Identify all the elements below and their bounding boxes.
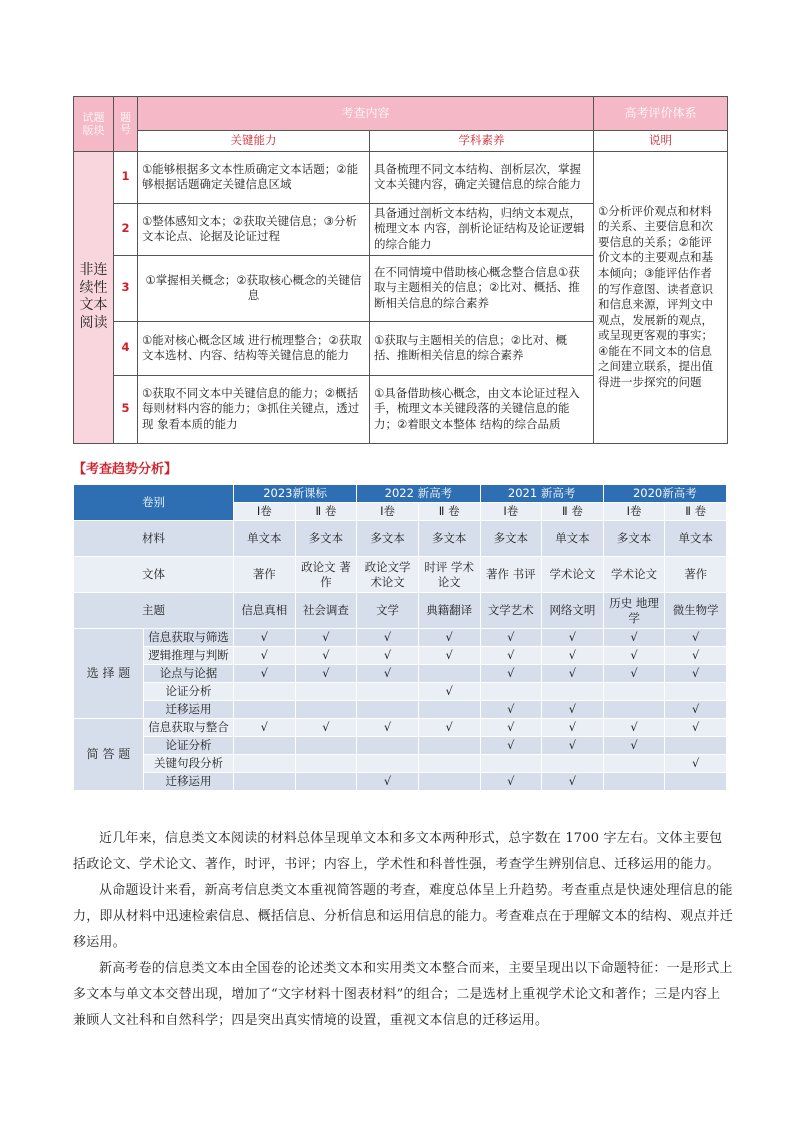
genre-cell: 政论文学术论文: [357, 557, 419, 593]
row-literacy: 在不同情境中借助核心概念整合信息①获取与主题相关的信息；②比对、概括、推断相关信息的综合素养: [370, 255, 594, 321]
theme-cell: 网络文明: [542, 593, 604, 629]
check-mark: [542, 683, 604, 701]
group-label: 简 答 题: [74, 719, 144, 791]
check-mark: [418, 755, 480, 773]
check-mark: √: [295, 665, 357, 683]
check-mark: √: [542, 737, 604, 755]
check-mark: [603, 773, 665, 791]
check-mark: √: [234, 665, 296, 683]
check-mark: √: [665, 647, 727, 665]
header-juanbie: 卷别: [74, 485, 234, 521]
check-mark: √: [542, 629, 604, 647]
paragraph: 近几年来，信息类文本阅读的材料总体呈现单文本和多文本两种形式，总字数在 1700 字左右。文体主要包括政论文、学术论文、著作，时评，书评；内容上，学术性和科普性强，考查学生辨别信息、迁移运用的能力。: [73, 831, 723, 872]
check-mark: [357, 755, 419, 773]
check-mark: √: [357, 719, 419, 737]
check-mark: [295, 773, 357, 791]
genre-cell: 著作: [665, 557, 727, 593]
check-mark: √: [665, 665, 727, 683]
trend-table: [73, 484, 727, 791]
check-mark: [234, 737, 296, 755]
year-header: 2023新课标: [234, 485, 357, 503]
check-mark: [665, 773, 727, 791]
year-header: 2020新高考: [603, 485, 726, 503]
check-mark: √: [665, 755, 727, 773]
sub-note: 说明: [594, 131, 728, 152]
eval-note: ①分析评价观点和材料的关系、主要信息和次要信息的关系；②能评价文本的主要观点和基本倾向；③能评估作者的写作意图、读者意识和信息来源，评判文中观点，发展新的观点，或呈现更客观的事实；④能在不同文本的信息之间建立联系，提出值得进一步探究的问题: [594, 151, 728, 443]
check-mark: √: [603, 719, 665, 737]
check-mark: [542, 755, 604, 773]
check-mark: [603, 683, 665, 701]
check-mark: [480, 683, 542, 701]
row-ability: ①能够根据多文本性质确定文本话题；②能够根据话题确定关键信息区域: [138, 151, 370, 203]
check-mark: √: [418, 683, 480, 701]
genre-cell: 著作: [234, 557, 296, 593]
check-mark: [418, 737, 480, 755]
skill-label: 迁移运用: [144, 701, 234, 719]
paper-header: Ⅰ卷: [603, 503, 665, 521]
check-mark: √: [234, 647, 296, 665]
row-num: 1: [114, 151, 138, 203]
skill-label: 迁移运用: [144, 773, 234, 791]
paper-header: Ⅰ卷: [234, 503, 296, 521]
check-mark: [603, 755, 665, 773]
check-mark: √: [542, 665, 604, 683]
check-mark: [418, 701, 480, 719]
genre-cell: 时评 学术论文: [418, 557, 480, 593]
check-mark: √: [480, 629, 542, 647]
year-header: 2021 新高考: [480, 485, 603, 503]
ability-table: [73, 96, 728, 444]
theme-cell: 社会调查: [295, 593, 357, 629]
check-mark: [480, 755, 542, 773]
skill-label: 信息获取与筛选: [144, 629, 234, 647]
check-mark: √: [480, 665, 542, 683]
check-mark: [234, 773, 296, 791]
check-mark: √: [542, 701, 604, 719]
check-mark: [357, 683, 419, 701]
check-mark: √: [480, 773, 542, 791]
genre-cell: 学术论文: [603, 557, 665, 593]
material-cell: 多文本: [357, 521, 419, 557]
check-mark: [295, 701, 357, 719]
genre-cell: 学术论文: [542, 557, 604, 593]
header-content: 考查内容: [138, 97, 594, 131]
check-mark: √: [295, 647, 357, 665]
genre-cell: 著作 书评: [480, 557, 542, 593]
row-label-genre: 文体: [74, 557, 234, 593]
row-literacy: 具备通过剖析文本结构，归纳文本观点，梳理文本 内容，剖析论证结构及论证逻辑的综合能力: [370, 203, 594, 255]
check-mark: √: [234, 629, 296, 647]
paper-header: Ⅱ 卷: [542, 503, 604, 521]
material-cell: 单文本: [542, 521, 604, 557]
check-mark: √: [480, 647, 542, 665]
row-num: 2: [114, 203, 138, 255]
row-num: 3: [114, 255, 138, 321]
block-label: 非连续性文本阅读: [74, 151, 114, 443]
theme-cell: 典籍翻译: [418, 593, 480, 629]
check-mark: √: [542, 719, 604, 737]
header-eval: 高考评价体系: [594, 97, 728, 131]
check-mark: √: [234, 719, 296, 737]
check-mark: √: [295, 629, 357, 647]
check-mark: [665, 737, 727, 755]
check-mark: [418, 665, 480, 683]
check-mark: [295, 755, 357, 773]
check-mark: [357, 737, 419, 755]
check-mark: [603, 701, 665, 719]
material-cell: 多文本: [295, 521, 357, 557]
check-mark: √: [357, 773, 419, 791]
header-num: 题号: [114, 97, 138, 152]
check-mark: [418, 773, 480, 791]
check-mark: √: [665, 701, 727, 719]
row-num: 4: [114, 321, 138, 375]
paragraph: 新高考卷的信息类文本由全国卷的论述类文本和实用类文本整合而来，主要呈现出以下命题特征：一是形式上多文本与单文本交替出现，增加了“文字材料十图表材料”的组合；二是选材上重视学术论文和著作；三是内容上兼顾人文社科和自然科学；四是突出真实情境的设置，重视文本信息的迁移运用。: [73, 961, 733, 1028]
row-literacy: 具备梳理不同文本结构、剖析层次，掌握文本关键内容，确定关键信息的综合能力: [370, 151, 594, 203]
skill-label: 关键句段分析: [144, 755, 234, 773]
row-literacy: ①具备借助核心概念，由文本论证过程入手，梳理文本关键段落的关键信息的能力；②着眼文本整体 结构的综合品质: [370, 375, 594, 443]
check-mark: √: [295, 719, 357, 737]
material-cell: 单文本: [234, 521, 296, 557]
check-mark: [295, 683, 357, 701]
check-mark: √: [418, 629, 480, 647]
year-header: 2022 新高考: [357, 485, 480, 503]
theme-cell: 信息真相: [234, 593, 296, 629]
check-mark: √: [542, 773, 604, 791]
check-mark: [234, 683, 296, 701]
material-cell: 多文本: [480, 521, 542, 557]
theme-cell: 文学: [357, 593, 419, 629]
check-mark: √: [480, 719, 542, 737]
skill-label: 信息获取与整合: [144, 719, 234, 737]
header-block: 试题版块: [74, 97, 114, 152]
check-mark: √: [603, 647, 665, 665]
check-mark: [234, 701, 296, 719]
check-mark: √: [480, 701, 542, 719]
check-mark: √: [542, 647, 604, 665]
theme-cell: 历史 地理学: [603, 593, 665, 629]
skill-label: 论点与论据: [144, 665, 234, 683]
section-title: 【考查趋势分析】: [73, 462, 178, 477]
skill-label: 论证分析: [144, 737, 234, 755]
check-mark: √: [357, 629, 419, 647]
check-mark: √: [603, 665, 665, 683]
group-label: 选 择 题: [74, 629, 144, 719]
row-ability: ①掌握相关概念；②获取核心概念的关键信息: [138, 255, 370, 321]
check-mark: [357, 701, 419, 719]
material-cell: 单文本: [665, 521, 727, 557]
check-mark: √: [418, 719, 480, 737]
paper-header: Ⅱ 卷: [665, 503, 727, 521]
check-mark: √: [665, 719, 727, 737]
material-cell: 多文本: [603, 521, 665, 557]
skill-label: 逻辑推理与判断: [144, 647, 234, 665]
check-mark: [295, 737, 357, 755]
row-ability: ①整体感知文本；②获取关键信息；③分析文本论点、论据及论证过程: [138, 203, 370, 255]
paper-header: Ⅰ卷: [357, 503, 419, 521]
check-mark: √: [418, 647, 480, 665]
sub-literacy: 学科素养: [370, 131, 594, 152]
check-mark: √: [357, 647, 419, 665]
paper-header: Ⅱ 卷: [418, 503, 480, 521]
row-literacy: ①获取与主题相关的信息；②比对、概括、推断相关信息的综合素养: [370, 321, 594, 375]
row-label-material: 材料: [74, 521, 234, 557]
check-mark: √: [603, 629, 665, 647]
check-mark: √: [480, 737, 542, 755]
theme-cell: 微生物学: [665, 593, 727, 629]
sub-ability: 关键能力: [138, 131, 370, 152]
row-ability: ①获取不同文本中关键信息的能力；②概括每则材料内容的能力；③抓住关键点，透过现 象看本质的能力: [138, 375, 370, 443]
genre-cell: 政论文 著作: [295, 557, 357, 593]
check-mark: √: [357, 665, 419, 683]
row-label-theme: 主题: [74, 593, 234, 629]
skill-label: 论证分析: [144, 683, 234, 701]
material-cell: 多文本: [418, 521, 480, 557]
check-mark: √: [603, 737, 665, 755]
check-mark: [665, 683, 727, 701]
check-mark: [234, 755, 296, 773]
paragraph: 从命题设计来看，新高考信息类文本重视简答题的考查，难度总体呈上升趋势。考查重点是快速处理信息的能力，即从材料中迅速检索信息、概括信息、分析信息和运用信息的能力。考查难点在于理解文本的结构、观点并迁移运用。: [73, 883, 734, 950]
row-num: 5: [114, 375, 138, 443]
paper-header: Ⅰ卷: [480, 503, 542, 521]
row-ability: ①能对核心概念区域 进行梳理整合；②获取文本选材、内容、结构等关键信息的能力: [138, 321, 370, 375]
paper-header: Ⅱ 卷: [295, 503, 357, 521]
check-mark: √: [665, 629, 727, 647]
theme-cell: 文学艺术: [480, 593, 542, 629]
